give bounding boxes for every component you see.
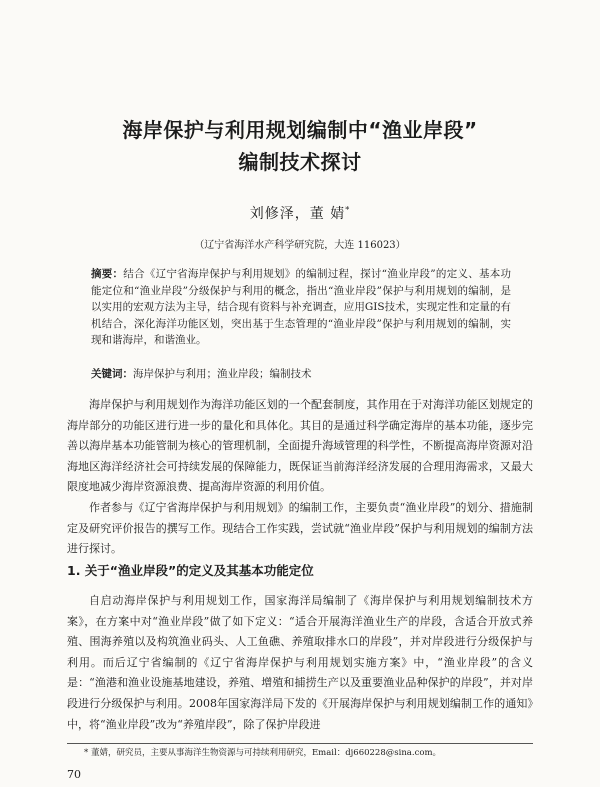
paragraph-author-role: 作者参与《辽宁省海岸保护与利用规划》的编制工作，主要负责“渔业岸段”的划分、措施制定及研究评价报告的撰写工作。现结合工作实践，尝试就“渔业岸段”保护与利用规划的编制方法进行探讨。 (67, 501, 533, 556)
title-line-2: 编制技术探讨 (238, 150, 362, 174)
page-number: 70 (67, 768, 81, 781)
author-footnote-mark: * (345, 205, 351, 215)
section-1-heading: 1. 关于“渔业岸段”的定义及其基本功能定位 (67, 563, 314, 578)
paragraph-section-1: 自启动海岸保护与利用规划工作，国家海洋局编制了《海岸保护与利用规划编制技术方案》，在方案中对“渔业岸段”做了如下定义：“适合开展海洋渔业生产的岸段，含适合开放式养殖、围海养殖以及构筑渔业码头、人工鱼礁、养殖取排水口的岸段”，并对岸段进行分级保护与利用。而后辽宁省编制的《辽宁省海岸保护与利用规划实施方案》中，“渔业岸段”的含义是：“渔港和渔业设施基地建设，养殖、增殖和捕捞生产以及重要渔业品种保护的岸段”，并对岸段进行分级保护与利用。2008年国家海洋局下发的《开展海岸保护与利用规划编制工作的通知》中，将“渔业岸段”改为“养殖岸段”，除了保护岸段进 (67, 594, 533, 731)
keywords-text: 海岸保护与利用；渔业岸段；编制技术 (133, 368, 312, 380)
authors (0, 203, 600, 223)
footnote: * 董婧，研究员，主要从事海洋生物资源与可持续利用研究，Email：dj660228@sina.com。 (84, 748, 442, 758)
keywords-label: 关键词： (91, 368, 133, 380)
affiliation: （辽宁省海洋水产科学研究院，大连 116023） (194, 240, 406, 251)
author-names: 刘修泽，董 婧 (249, 206, 346, 222)
abstract-label: 摘要： (91, 268, 124, 280)
footnote-divider (67, 743, 533, 744)
title-line-1: 海岸保护与利用规划编制中“渔业岸段” (122, 118, 478, 142)
abstract (91, 266, 511, 349)
paragraph-intro: 海岸保护与利用规划作为海洋功能区划的一个配套制度，其作用在于对海洋功能区划规定的海岸部分的功能区进行进一步的量化和具体化。其目的是通过科学确定海岸的基本功能，逐步完善以海岸基本功能管制为核心的管理机制，全面提升海域管理的科学性，不断提高海岸资源对沿海地区海洋经济社会可持续发展的保障能力，既保证当前海洋经济发展的合理用海需求，又最大限度地减少海岸资源浪费、提高海岸资源的利用价值。 (67, 398, 533, 494)
keywords (91, 366, 511, 383)
abstract-text: 结合《辽宁省海岸保护与利用规划》的编制过程，探讨“渔业岸段”的定义、基本功能定位和“渔业岸段”分级保护与利用的概念，指出“渔业岸段”保护与利用规划的编制，是以实用的宏观方法为主导，结合现有资料与补充调查，应用GIS技术，实现定性和定量的有机结合，深化海洋功能区划，突出基于生态管理的“渔业岸段”保护与利用规划的编制，实现和谐海岸，和谐渔业。 (91, 268, 512, 347)
